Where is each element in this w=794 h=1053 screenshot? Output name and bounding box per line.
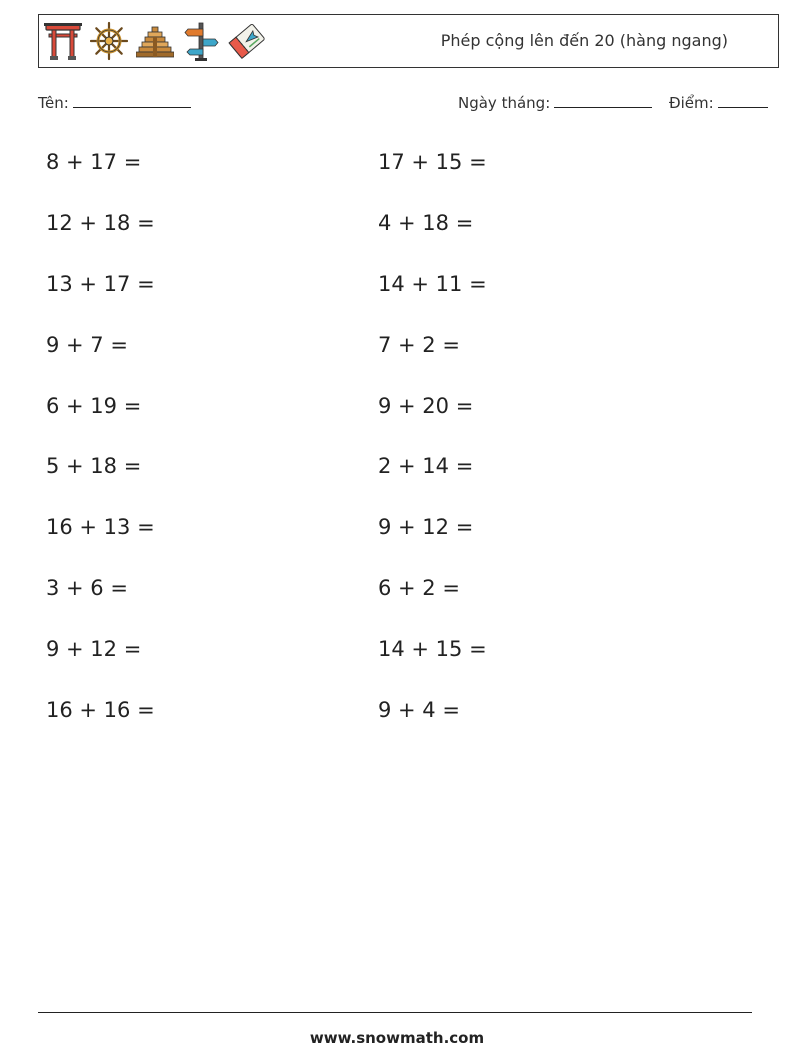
ship-wheel-icon xyxy=(90,19,128,63)
problem-left-9: 9 + 12 = xyxy=(46,637,142,661)
problem-right-4: 7 + 2 = xyxy=(378,333,460,357)
pyramid-icon xyxy=(136,19,174,63)
worksheet-title: Phép cộng lên đến 20 (hàng ngang) xyxy=(440,31,728,50)
date-label: Ngày tháng: xyxy=(458,94,551,112)
problem-right-1: 17 + 15 = xyxy=(378,150,487,174)
problem-right-3: 14 + 11 = xyxy=(378,272,487,296)
problem-right-9: 14 + 15 = xyxy=(378,637,487,661)
score-field[interactable] xyxy=(669,94,768,112)
problem-left-6: 5 + 18 = xyxy=(46,454,142,478)
signpost-icon xyxy=(182,19,220,63)
name-label: Tên: xyxy=(38,94,69,112)
header-icons xyxy=(44,19,266,63)
problem-right-2: 4 + 18 = xyxy=(378,211,474,235)
problem-left-1: 8 + 17 = xyxy=(46,150,142,174)
score-blank[interactable] xyxy=(718,94,768,108)
problem-left-7: 16 + 13 = xyxy=(46,515,155,539)
problem-left-4: 9 + 7 = xyxy=(46,333,128,357)
problem-left-3: 13 + 17 = xyxy=(46,272,155,296)
footer-website[interactable]: www.snowmath.com xyxy=(309,1029,485,1047)
travel-ticket-icon xyxy=(228,19,266,63)
worksheet-header xyxy=(38,14,779,68)
problem-left-5: 6 + 19 = xyxy=(46,394,142,418)
torii-gate-icon xyxy=(44,19,82,63)
problem-right-6: 2 + 14 = xyxy=(378,454,474,478)
problem-left-8: 3 + 6 = xyxy=(46,576,128,600)
problem-left-10: 16 + 16 = xyxy=(46,698,155,722)
problem-right-8: 6 + 2 = xyxy=(378,576,460,600)
problem-right-5: 9 + 20 = xyxy=(378,394,474,418)
footer-divider xyxy=(38,1012,752,1013)
problem-right-10: 9 + 4 = xyxy=(378,698,460,722)
date-field[interactable] xyxy=(458,94,652,112)
name-field[interactable] xyxy=(38,94,191,112)
name-blank[interactable] xyxy=(73,94,191,108)
problem-right-7: 9 + 12 = xyxy=(378,515,474,539)
problem-left-2: 12 + 18 = xyxy=(46,211,155,235)
score-label: Điểm: xyxy=(669,94,714,112)
date-blank[interactable] xyxy=(554,94,652,108)
